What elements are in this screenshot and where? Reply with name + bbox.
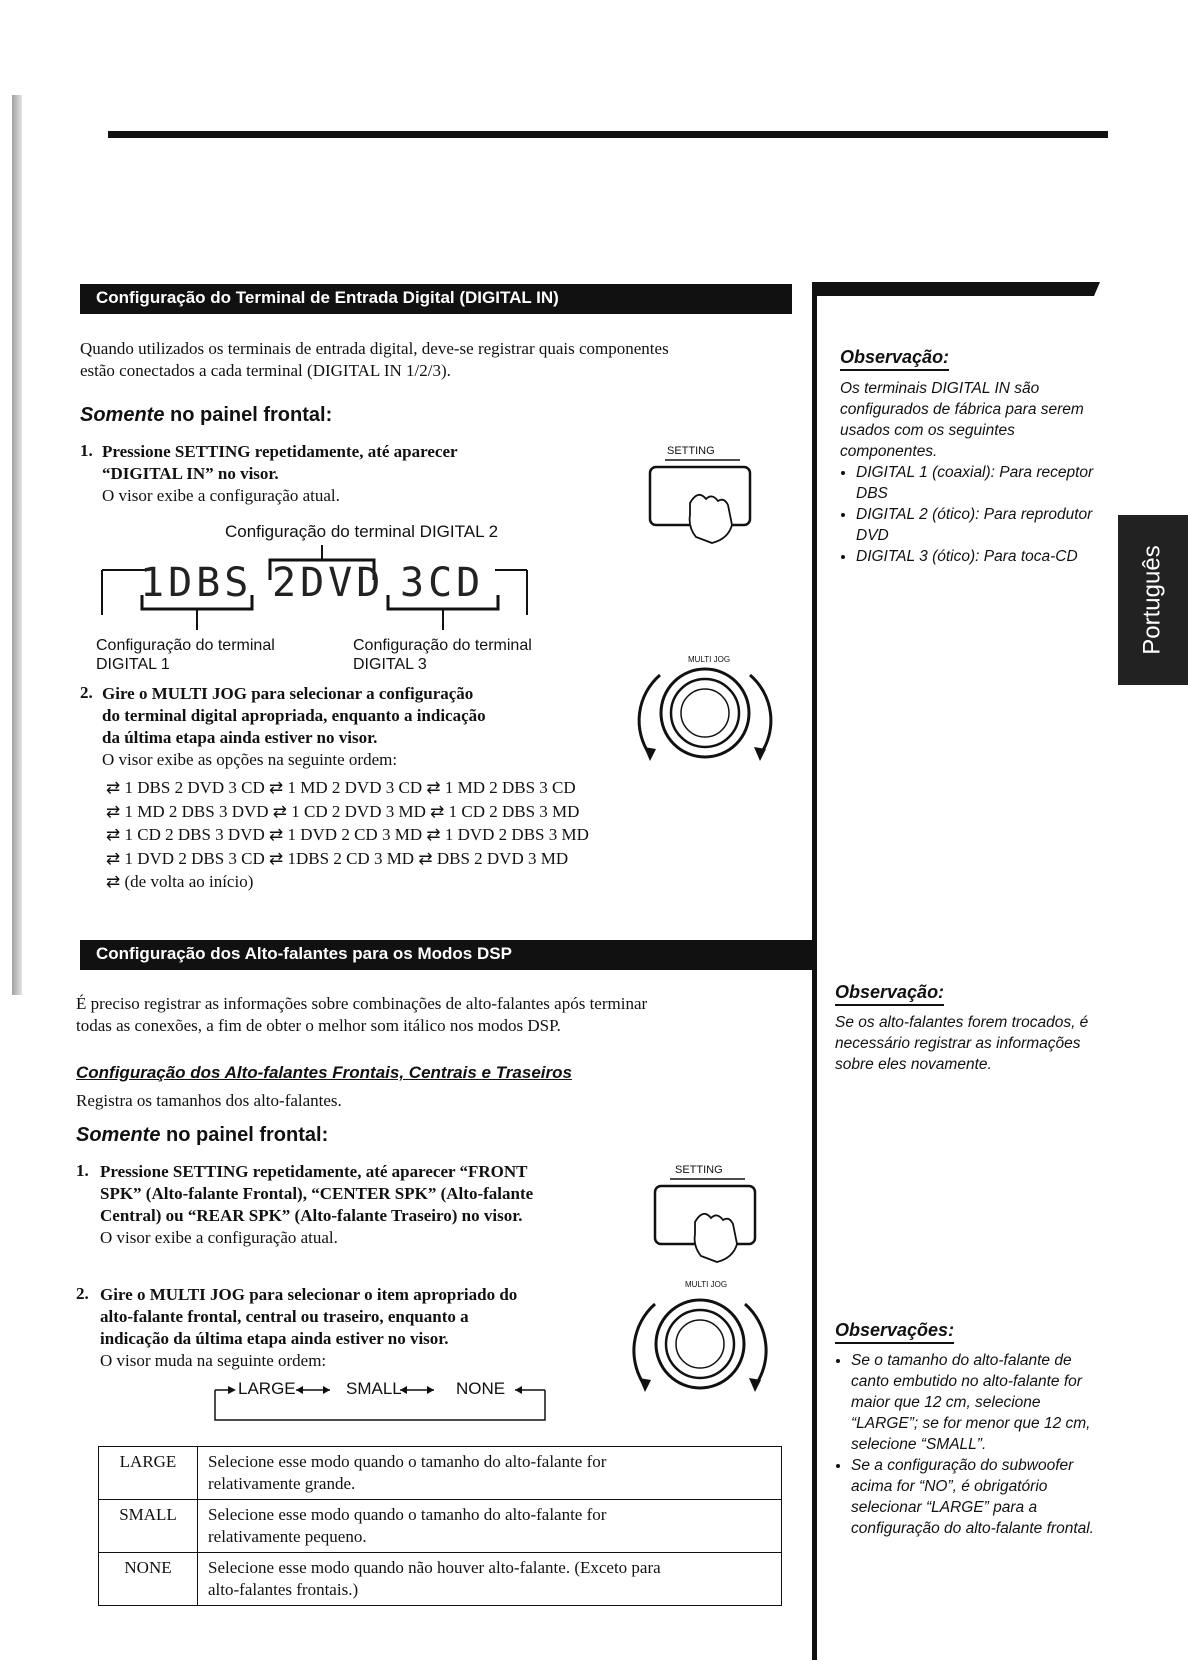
heading-rest: no painel frontal:: [160, 1124, 329, 1146]
table-key: NONE: [99, 1553, 198, 1606]
intro-line: É preciso registrar as informações sobre combinações de alto-falantes após terminar: [76, 994, 648, 1013]
table-key: SMALL: [99, 1500, 198, 1553]
note1-body: [840, 378, 1110, 567]
order-line: ⇄ 1 MD 2 DBS 3 DVD ⇄ 1 CD 2 DVD 3 MD ⇄ 1 CD 2 DBS 3 MD: [106, 801, 580, 821]
lcd-digital3: 3CD: [400, 560, 485, 606]
top-rule: [108, 131, 1108, 138]
cycle-none: NONE: [456, 1379, 506, 1398]
diagram-label-digital2: Configuração do terminal DIGITAL 2: [225, 522, 499, 541]
note3-title: Observações:: [835, 1320, 954, 1344]
intro-line: Quando utilizados os terminais de entrada digital, deve-se registrar quais componentes: [80, 339, 669, 358]
table-desc: [198, 1553, 782, 1606]
label-line: Configuração do terminal: [96, 637, 275, 654]
section-title-digital-in: Configuração do Terminal de Entrada Digital (DIGITAL IN): [80, 284, 792, 314]
lcd-digital2: 2DVD: [272, 560, 385, 606]
setting-button-illustration: [650, 1174, 760, 1269]
step-instruction: do terminal digital apropriada, enquanto a indicação: [102, 706, 486, 725]
section1-intro: [80, 338, 800, 382]
step-note: O visor muda na seguinte ordem:: [100, 1351, 327, 1370]
step2: [102, 683, 662, 771]
table-desc: [198, 1500, 782, 1553]
multijog-illustration: [625, 1282, 775, 1402]
note2-title: Observação:: [835, 982, 944, 1006]
label-line: DIGITAL 1: [96, 656, 170, 673]
desc-line: Selecione esse modo quando o tamanho do alto-falante for: [208, 1505, 607, 1524]
note-item: • Se o tamanho do alto-falante de canto embutido no alto-falante for maior que 12 cm, selecione “LARGE”; se for menor que 12 cm, selecione “SMALL”.: [851, 1350, 1097, 1455]
language-tab: [1118, 515, 1188, 685]
front-panel-heading: [76, 1124, 328, 1147]
desc-line: relativamente pequeno.: [208, 1527, 367, 1546]
column-header-wedge: [812, 282, 1102, 302]
note1-title: Observação:: [840, 347, 949, 371]
step-instruction: Central) ou “REAR SPK” (Alto-falante Traseiro) no visor.: [100, 1206, 523, 1225]
table-row: [99, 1553, 782, 1606]
step-instruction: Pressione SETTING repetidamente, até aparecer: [102, 442, 458, 461]
note2-body: Se os alto-falantes forem trocados, é necessário registrar as informações sobre eles novamente.: [835, 1014, 1089, 1073]
desc-line: Selecione esse modo quando não houver alto-falante. (Exceto para: [208, 1558, 661, 1577]
column-divider: [812, 295, 817, 1660]
intro-line: todas as conexões, a fim de obter o melhor som itálico nos modos DSP.: [76, 1016, 561, 1035]
binding-edge: [12, 95, 22, 995]
step-instruction: da última etapa ainda estiver no visor.: [102, 728, 378, 747]
step-note: O visor exibe as opções na seguinte ordem:: [102, 750, 398, 769]
step-instruction: Gire o MULTI JOG para selecionar a configuração: [102, 684, 474, 703]
cycle-large: LARGE: [238, 1379, 296, 1398]
table-key: LARGE: [99, 1447, 198, 1500]
step-instruction: indicação da última etapa ainda estiver no visor.: [100, 1329, 449, 1348]
setting-button-label: SETTING: [667, 445, 715, 457]
diagram-label-digital1: [96, 636, 275, 674]
setting-button-illustration: [645, 455, 755, 550]
subheading-text: Registra os tamanhos dos alto-falantes.: [76, 1091, 342, 1110]
step-number: 1.: [76, 1161, 89, 1180]
step-instruction: Gire o MULTI JOG para selecionar o item apropriado do: [100, 1285, 518, 1304]
note3-body: [835, 1350, 1097, 1539]
somente-word: Somente: [80, 404, 165, 426]
note-item: • DIGITAL 3 (ótico): Para toca-CD: [856, 546, 1110, 567]
label-line: Configuração do terminal: [353, 637, 532, 654]
step-number: 2.: [80, 683, 93, 702]
display-order-list: [106, 776, 806, 894]
cycle-small: SMALL: [346, 1379, 402, 1398]
step-note: O visor exibe a configuração atual.: [102, 486, 340, 505]
step-instruction: “DIGITAL IN” no visor.: [102, 464, 279, 483]
note-text: Os terminais DIGITAL IN são configurados de fábrica para serem usados com os seguintes componentes.: [840, 380, 1084, 460]
desc-line: Selecione esse modo quando o tamanho do alto-falante for: [208, 1452, 607, 1471]
heading-rest: no painel frontal:: [164, 404, 333, 426]
step-number: 1.: [80, 441, 93, 460]
section-title-dsp-speakers: Configuração dos Alto-falantes para os Modos DSP: [80, 940, 812, 970]
order-line: ⇄ 1 CD 2 DBS 3 DVD ⇄ 1 DVD 2 CD 3 MD ⇄ 1 DVD 2 DBS 3 MD: [106, 825, 589, 844]
step-instruction: alto-falante frontal, central ou traseiro, enquanto a: [100, 1307, 469, 1326]
note-item: • DIGITAL 2 (ótico): Para reprodutor DVD: [856, 504, 1110, 546]
diagram-label-digital3: [353, 636, 532, 674]
somente-word: Somente: [76, 1124, 161, 1146]
section2-intro: [76, 993, 796, 1037]
label-line: DIGITAL 3: [353, 656, 427, 673]
order-line: ⇄ (de volta ao início): [106, 872, 254, 891]
speaker-size-table: [98, 1446, 782, 1606]
setting-button-label: SETTING: [675, 1164, 723, 1176]
multijog-label: MULTI JOG: [685, 1280, 728, 1289]
step-number: 2.: [76, 1284, 89, 1303]
note-item: • DIGITAL 1 (coaxial): Para receptor DBS: [856, 462, 1110, 504]
lcd-digital1: 1DBS: [140, 560, 253, 606]
step2: [100, 1284, 660, 1372]
order-line: ⇄ 1 DVD 2 DBS 3 CD ⇄ 1DBS 2 CD 3 MD ⇄ DBS 2 DVD 3 MD: [106, 848, 569, 868]
step1: [102, 441, 642, 507]
multijog-label: MULTI JOG: [688, 655, 731, 664]
language-tab-label: Português: [1139, 545, 1166, 655]
multijog-illustration: [630, 655, 780, 770]
intro-line: estão conectados a cada terminal (DIGITAL IN 1/2/3).: [80, 361, 451, 380]
subheading-speakers: Configuração dos Alto-falantes Frontais, Centrais e Traseiros: [76, 1063, 572, 1082]
table-row: [99, 1447, 782, 1500]
desc-line: alto-falantes frontais.): [208, 1580, 359, 1599]
note-item: • Se a configuração do subwoofer acima for “NO”, é obrigatório selecionar “LARGE” para a configuração do alto-falante frontal.: [851, 1455, 1097, 1539]
step-note: O visor exibe a configuração atual.: [100, 1228, 338, 1247]
order-line: ⇄ 1 DBS 2 DVD 3 CD ⇄ 1 MD 2 DVD 3 CD ⇄ 1 MD 2 DBS 3 CD: [106, 778, 576, 797]
step1: [100, 1161, 660, 1249]
table-row: [99, 1500, 782, 1553]
step-instruction: Pressione SETTING repetidamente, até aparecer “FRONT: [100, 1162, 528, 1181]
table-desc: [198, 1447, 782, 1500]
step-instruction: SPK” (Alto-falante Frontal), “CENTER SPK” (Alto-falante: [100, 1184, 534, 1203]
desc-line: relativamente grande.: [208, 1474, 356, 1493]
front-panel-heading: [80, 404, 332, 427]
